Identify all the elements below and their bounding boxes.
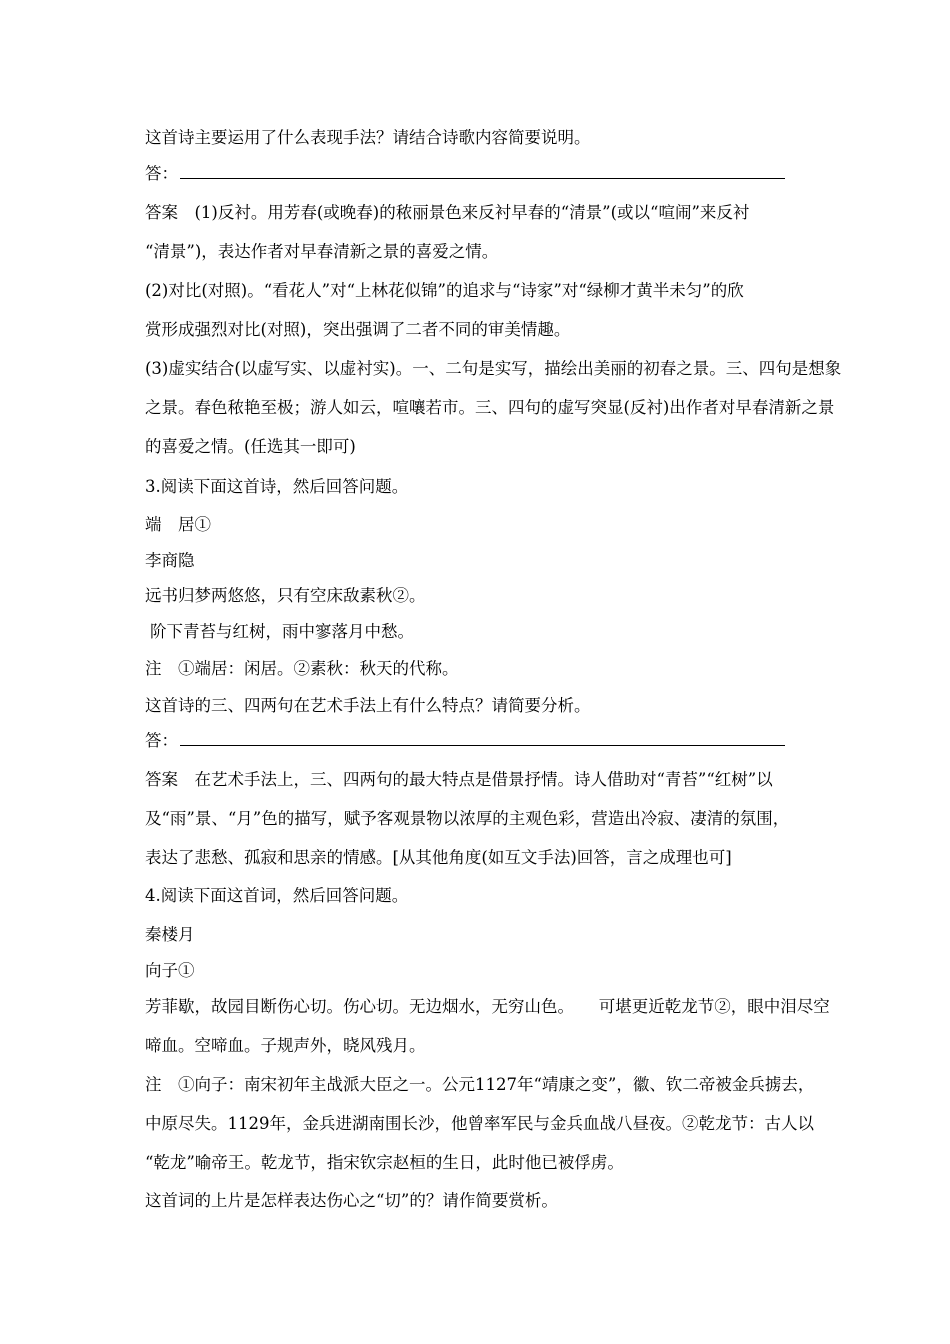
answer-text: (3)虚实结合(以虚写实、以虚衬实)。一、二句是实写，描绘出美丽的初春之景。三、四句是想象 xyxy=(145,359,842,378)
poem-line: 阶下青苔与红树，雨中寥落月中愁。 xyxy=(150,622,414,641)
ci-author: 向子① xyxy=(145,961,195,980)
poem-title: 端 居① xyxy=(145,515,211,534)
answer-label: 答： xyxy=(145,731,178,750)
answer-text: 答案 (1)反衬。用芳春(或晚春)的秾丽景色来反衬早春的“清景”(或以“喧闹”来反衬 xyxy=(145,203,750,222)
question-4-prompt: 这首词的上片是怎样表达伤心之“切”的？请作简要赏析。 xyxy=(145,1191,558,1210)
answer-text: “清景”)，表达作者对早春清新之景的喜爱之情。 xyxy=(145,242,499,261)
answer-text: (2)对比(对照)。“看花人”对“上林花似锦”的追求与“诗家”对“绿柳才黄半未匀”的欣 xyxy=(145,281,744,300)
poem-line: 远书归梦两悠悠，只有空床敌素秋②。 xyxy=(145,586,426,605)
ci-note: 注 ①向子：南宋初年主战派大臣之一。公元1127年“靖康之变”，徽、钦二帝被金兵掳去， xyxy=(145,1075,815,1094)
ci-title: 秦楼月 xyxy=(145,925,195,944)
answer-text: 赏形成强烈对比(对照)，突出强调了二者不同的审美情趣。 xyxy=(145,320,571,339)
question-2-prompt: 这首诗主要运用了什么表现手法？请结合诗歌内容简要说明。 xyxy=(145,128,591,147)
question-3-heading: 3.阅读下面这首诗，然后回答问题。 xyxy=(145,477,409,496)
question-4-heading: 4.阅读下面这首词，然后回答问题。 xyxy=(145,886,409,905)
answer-text: 的喜爱之情。(任选其一即可) xyxy=(145,437,356,456)
ci-line: 芳菲歇，故园目断伤心切。伤心切。无边烟水，无穷山色。 可堪更近乾龙节②，眼中泪尽空 xyxy=(145,997,830,1016)
answer-line-3[interactable] xyxy=(145,731,810,751)
answer-blank[interactable] xyxy=(180,731,785,746)
answer-label: 答： xyxy=(145,164,178,183)
answer-text: 及“雨”景、“月”色的描写，赋予客观景物以浓厚的主观色彩，营造出冷寂、凄清的氛围， xyxy=(145,809,790,828)
answer-text: 表达了悲愁、孤寂和思亲的情感。[从其他角度(如互文手法)回答，言之成理也可] xyxy=(145,848,732,867)
ci-note: “乾龙”喻帝王。乾龙节，指宋钦宗赵桓的生日，此时他已被俘虏。 xyxy=(145,1153,624,1172)
poem-author: 李商隐 xyxy=(145,551,195,570)
answer-line-2[interactable] xyxy=(145,164,810,184)
question-3-prompt: 这首诗的三、四两句在艺术手法上有什么特点？请简要分析。 xyxy=(145,696,591,715)
ci-line: 啼血。空啼血。子规声外，晓风残月。 xyxy=(145,1036,426,1055)
answer-text: 答案 在艺术手法上，三、四两句的最大特点是借景抒情。诗人借助对“青苔”“红树”以 xyxy=(145,770,773,789)
answer-blank[interactable] xyxy=(180,164,785,179)
answer-text: 之景。春色秾艳至极；游人如云，喧嚷若市。三、四句的虚写突显(反衬)出作者对早春清新之景 xyxy=(145,398,835,417)
poem-note: 注 ①端居：闲居。②素秋：秋天的代称。 xyxy=(145,659,459,678)
ci-note: 中原尽失。1129年，金兵进湖南围长沙，他曾率军民与金兵血战八昼夜。②乾龙节：古人以 xyxy=(145,1114,814,1133)
